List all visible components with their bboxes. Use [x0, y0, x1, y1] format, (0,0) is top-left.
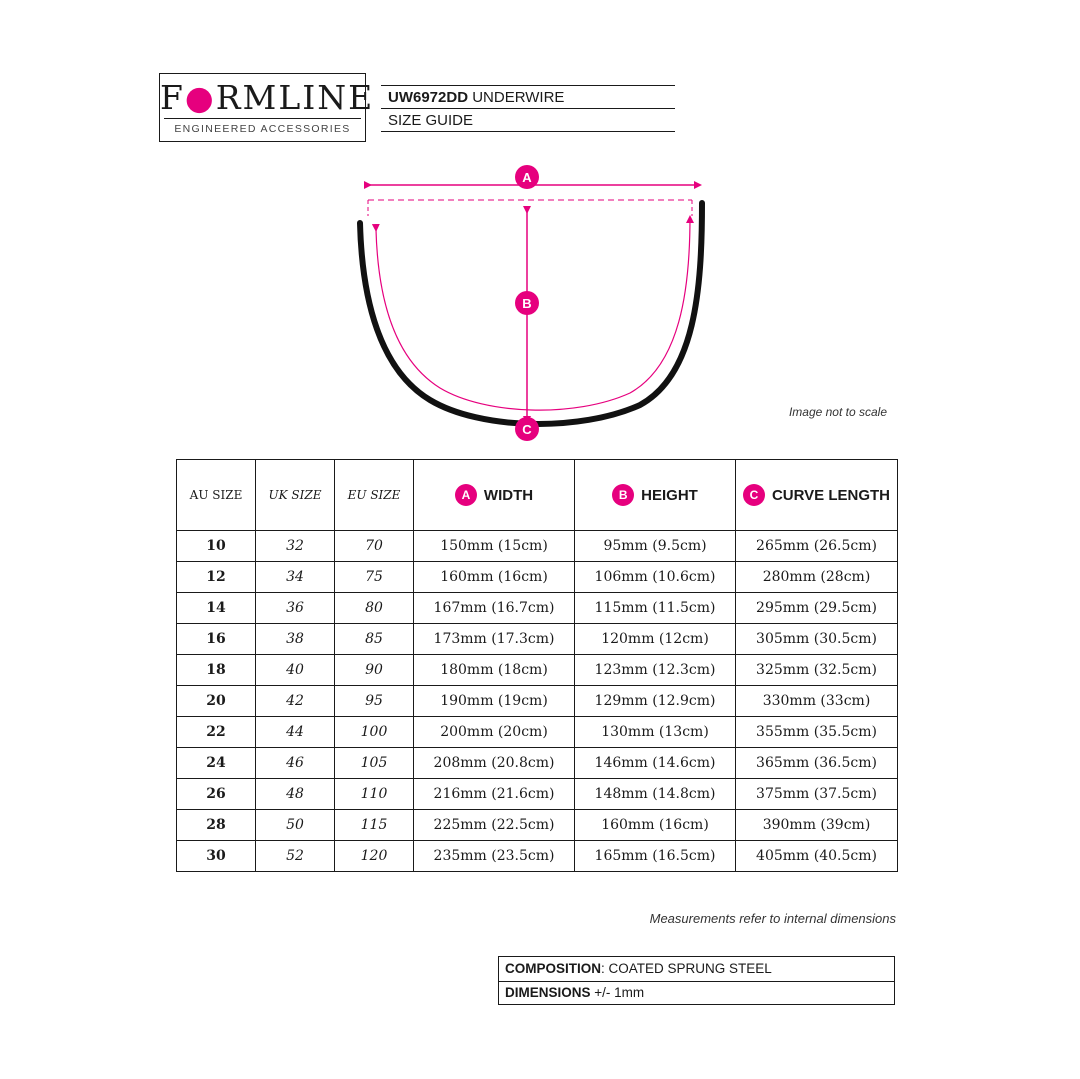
measurements-note: Measurements refer to internal dimensions — [649, 911, 896, 926]
curve-length-cell: 330mm (33cm) — [736, 686, 898, 717]
header-rule-mid — [381, 108, 675, 109]
uk-size-cell: 40 — [256, 655, 335, 686]
eu-size-cell: 110 — [335, 779, 414, 810]
eu-size-cell: 80 — [335, 593, 414, 624]
header-uk-size: UK SIZE — [256, 460, 335, 531]
curve-length-cell: 390mm (39cm) — [736, 810, 898, 841]
width-cell: 150mm (15cm) — [414, 531, 575, 562]
composition-label: COMPOSITION — [505, 961, 602, 976]
au-size-cell: 28 — [177, 810, 256, 841]
width-cell: 160mm (16cm) — [414, 562, 575, 593]
header-eu-size: EU SIZE — [335, 460, 414, 531]
badge-a-label: A — [522, 170, 532, 185]
brand-wordmark — [160, 78, 375, 118]
badge-c-label: C — [522, 422, 532, 437]
header-rule-bottom — [381, 131, 675, 132]
au-size-cell: 20 — [177, 686, 256, 717]
uk-size-cell: 34 — [256, 562, 335, 593]
eu-size-cell: 120 — [335, 841, 414, 872]
height-cell: 95mm (9.5cm) — [575, 531, 736, 562]
width-cell: 235mm (23.5cm) — [414, 841, 575, 872]
height-cell: 123mm (12.3cm) — [575, 655, 736, 686]
uk-size-cell: 36 — [256, 593, 335, 624]
header-curve-label: CURVE LENGTH — [771, 486, 891, 504]
header-curve-length — [736, 460, 898, 531]
eu-size-cell: 85 — [335, 624, 414, 655]
au-size-cell: 16 — [177, 624, 256, 655]
table-row — [177, 810, 898, 841]
header-au-size: AU SIZE — [177, 460, 256, 531]
curve-length-cell: 295mm (29.5cm) — [736, 593, 898, 624]
height-cell: 148mm (14.8cm) — [575, 779, 736, 810]
dimensions-label: DIMENSIONS — [505, 985, 591, 1000]
curve-length-cell: 280mm (28cm) — [736, 562, 898, 593]
eu-size-cell: 105 — [335, 748, 414, 779]
header-width — [414, 460, 575, 531]
curve-length-cell: 375mm (37.5cm) — [736, 779, 898, 810]
height-cell: 165mm (16.5cm) — [575, 841, 736, 872]
table-row — [177, 779, 898, 810]
height-badge: B — [612, 484, 634, 506]
scale-note: Image not to scale — [788, 405, 887, 419]
table-row — [177, 562, 898, 593]
table-row — [177, 717, 898, 748]
height-cell: 160mm (16cm) — [575, 810, 736, 841]
brand-logo — [159, 73, 375, 142]
height-cell: 120mm (12cm) — [575, 624, 736, 655]
badge-b — [515, 291, 539, 315]
curve-badge: C — [743, 484, 765, 506]
brand-tagline: ENGINEERED ACCESSORIES — [174, 123, 351, 135]
badge-a — [515, 165, 539, 189]
curve-length-cell: 305mm (30.5cm) — [736, 624, 898, 655]
table-row — [177, 841, 898, 872]
spec-box — [498, 956, 895, 1005]
curve-length-cell: 355mm (35.5cm) — [736, 717, 898, 748]
guide-subtitle: SIZE GUIDE — [388, 112, 474, 129]
badge-b-label: B — [522, 296, 532, 311]
au-size-cell: 12 — [177, 562, 256, 593]
table-header-row — [177, 460, 898, 531]
curve-length-cell: 365mm (36.5cm) — [736, 748, 898, 779]
eu-size-cell: 70 — [335, 531, 414, 562]
width-cell: 173mm (17.3cm) — [414, 624, 575, 655]
au-size-cell: 24 — [177, 748, 256, 779]
width-cell: 200mm (20cm) — [414, 717, 575, 748]
eu-size-cell: 90 — [335, 655, 414, 686]
height-cell: 146mm (14.6cm) — [575, 748, 736, 779]
table-row — [177, 748, 898, 779]
uk-size-cell: 52 — [256, 841, 335, 872]
dimensions-value: +/- 1mm — [590, 985, 645, 1000]
header-width-label: WIDTH — [483, 486, 534, 504]
size-table — [176, 459, 898, 872]
height-cell: 115mm (11.5cm) — [575, 593, 736, 624]
table-row — [177, 655, 898, 686]
dimensions-row — [499, 981, 894, 1005]
width-cell: 225mm (22.5cm) — [414, 810, 575, 841]
eu-size-cell: 95 — [335, 686, 414, 717]
header-height — [575, 460, 736, 531]
au-size-cell: 26 — [177, 779, 256, 810]
product-code: UW6972DD — [388, 89, 469, 106]
height-cell: 130mm (13cm) — [575, 717, 736, 748]
eu-size-cell: 115 — [335, 810, 414, 841]
height-cell: 129mm (12.9cm) — [575, 686, 736, 717]
curve-length-cell: 265mm (26.5cm) — [736, 531, 898, 562]
width-cell: 190mm (19cm) — [414, 686, 575, 717]
width-cell: 208mm (20.8cm) — [414, 748, 575, 779]
uk-size-cell: 38 — [256, 624, 335, 655]
width-badge: A — [455, 484, 477, 506]
brand-name-post: RMLINE — [215, 78, 375, 117]
table-row — [177, 624, 898, 655]
table-row — [177, 593, 898, 624]
header-height-label: HEIGHT — [641, 486, 698, 504]
width-cell: 216mm (21.6cm) — [414, 779, 575, 810]
uk-size-cell: 32 — [256, 531, 335, 562]
uk-size-cell: 42 — [256, 686, 335, 717]
curve-length-line — [376, 217, 690, 410]
au-size-cell: 30 — [177, 841, 256, 872]
eu-size-cell: 75 — [335, 562, 414, 593]
product-title — [388, 89, 564, 106]
eu-size-cell: 100 — [335, 717, 414, 748]
uk-size-cell: 46 — [256, 748, 335, 779]
brand-name-pre: F — [160, 78, 185, 117]
product-type: UNDERWIRE — [472, 89, 565, 106]
uk-size-cell: 44 — [256, 717, 335, 748]
curve-length-cell: 325mm (32.5cm) — [736, 655, 898, 686]
badge-c — [515, 417, 539, 441]
au-size-cell: 18 — [177, 655, 256, 686]
uk-size-cell: 48 — [256, 779, 335, 810]
uk-size-cell: 50 — [256, 810, 335, 841]
width-cell: 167mm (16.7cm) — [414, 593, 575, 624]
curve-length-cell: 405mm (40.5cm) — [736, 841, 898, 872]
composition-row — [499, 957, 894, 982]
logo-divider — [164, 118, 361, 119]
brand-pin-icon: ● — [184, 78, 216, 117]
au-size-cell: 22 — [177, 717, 256, 748]
width-cell: 180mm (18cm) — [414, 655, 575, 686]
au-size-cell: 14 — [177, 593, 256, 624]
table-row — [177, 531, 898, 562]
header-rule-top — [381, 85, 675, 86]
au-size-cell: 10 — [177, 531, 256, 562]
table-row — [177, 686, 898, 717]
height-cell: 106mm (10.6cm) — [575, 562, 736, 593]
composition-value: : COATED SPRUNG STEEL — [601, 961, 772, 976]
underwire-diagram — [340, 160, 740, 450]
